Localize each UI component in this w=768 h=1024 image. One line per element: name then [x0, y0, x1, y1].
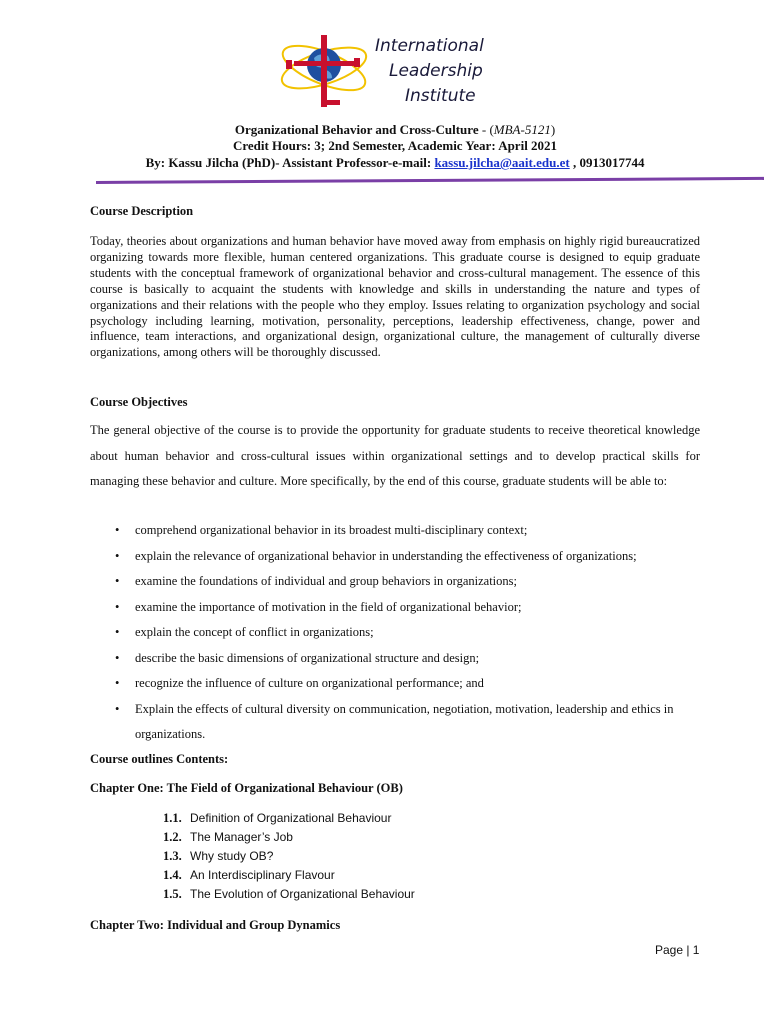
course-code: - (MBA-5121) — [478, 122, 556, 137]
credit-hours-line: Credit Hours: 3; 2nd Semester, Academic Year: April 2021 — [232, 138, 558, 153]
list-item: • Explain the effects of cultural diversity on communication, negotiation, motivation, leadership and ethics in organizations. — [115, 701, 674, 741]
list-item: • explain the concept of conflict in organizations; — [115, 625, 374, 639]
list-item: 1.5. The Evolution of Organizational Behaviour — [163, 887, 415, 901]
list-item: 1.2. The Manager’s Job — [163, 830, 293, 844]
list-item: • examine the importance of motivation in the field of organizational behavior; — [115, 599, 522, 614]
institute-name — [375, 34, 484, 109]
page-number: Page | 1 — [655, 943, 700, 957]
list-item: 1.3. Why study OB? — [163, 849, 274, 863]
chapter-one-heading: Chapter One: The Field of Organizational Behaviour (OB) — [90, 781, 403, 795]
institute-name-line1: International — [375, 36, 484, 56]
course-outline-heading: Course outlines Contents: — [90, 752, 229, 766]
list-item: • examine the foundations of individual and group behaviors in organizations; — [115, 574, 517, 588]
phone-number: , 0913017744 — [569, 155, 645, 170]
course-description-heading: Course Description — [90, 204, 194, 218]
list-item: • describe the basic dimensions of organizational structure and design; — [115, 650, 480, 665]
chapter-two-heading: Chapter Two: Individual and Group Dynamics — [90, 918, 341, 932]
course-objectives-intro: The general objective of the course is to provide the opportunity for graduate students to receive theoretical knowledge about human behavior and cross-cultural issues within organizational settings and to develop practical skills for managing these behavior and culture. More specifically, by the end of this course, graduate students will be able to: — [90, 423, 700, 488]
chapter-one-topics — [163, 809, 415, 904]
email-link[interactable]: kassu.jilcha@aait.edu.et — [434, 155, 570, 170]
list-item: • comprehend organizational behavior in its broadest multi-disciplinary context; — [115, 523, 528, 537]
author-name: By: Kassu Jilcha (PhD)- Assistant Professor-e-mail: — [145, 155, 435, 170]
author-line — [80, 155, 710, 171]
institute-name-line2: Leadership — [389, 61, 483, 81]
list-item: • explain the relevance of organizational behavior in understanding the effectiveness of organizations; — [115, 548, 637, 563]
course-description-text: Today, theories about organizations and human behavior have moved away from emphasis on highly rigid bureaucratized organizing towards more flexible, human centered organizations. This graduate course is designed to equip graduate students with the conceptual framework of organizational behavior and cross-cultural management. The essence of this course is basically to acquaint the students with knowledge and skills in understanding the nature and types of organizations and their relations with the people who they employ. Issues relating to organization psychology and social psychology including learning, motivation, personality, perceptions, leadership effectiveness, change, power and influence, team interactions, and organizational design, organizational culture, the management of culturally diverse organizations, among others will be thoroughly discussed. — [90, 234, 700, 360]
course-objectives-heading: Course Objectives — [90, 395, 188, 409]
list-item: 1.1. Definition of Organizational Behaviour — [163, 811, 392, 825]
list-item: • recognize the influence of culture on organizational performance; and — [115, 676, 484, 690]
course-title: Organizational Behavior and Cross-Culture — [234, 122, 479, 137]
header-divider — [96, 177, 764, 184]
institute-name-line3: Institute — [405, 86, 476, 106]
course-title-line — [80, 122, 710, 138]
objectives-list — [90, 518, 700, 748]
list-item: 1.4. An Interdisciplinary Flavour — [163, 868, 335, 882]
